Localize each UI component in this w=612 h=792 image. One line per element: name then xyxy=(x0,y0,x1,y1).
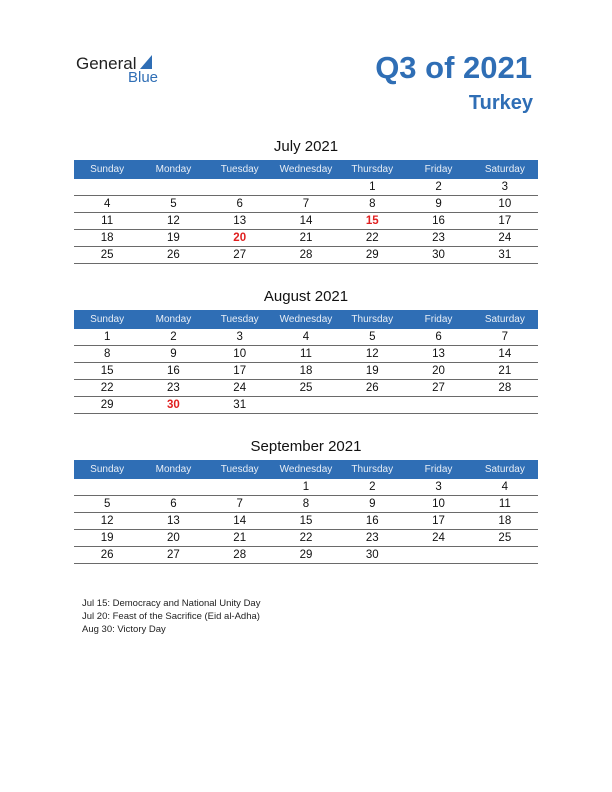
week-row xyxy=(74,230,538,247)
day-cell: 22 xyxy=(299,532,313,544)
week-row xyxy=(74,530,538,547)
day-cell: 19 xyxy=(365,365,379,377)
day-cell: 29 xyxy=(365,249,379,261)
day-cell: 10 xyxy=(432,498,445,510)
day-cell: 25 xyxy=(299,382,313,394)
weekday-label: Wednesday xyxy=(279,464,333,475)
day-cell: 9 xyxy=(369,498,376,510)
week-row xyxy=(74,513,538,530)
day-cell: 17 xyxy=(498,215,512,227)
day-cell: 27 xyxy=(432,382,445,394)
weekday-header xyxy=(74,310,538,329)
day-cell: 15 xyxy=(299,515,313,527)
weekday-header xyxy=(74,160,538,179)
day-cell: 11 xyxy=(101,215,114,227)
day-cell xyxy=(405,547,471,563)
day-cell: 30 xyxy=(365,549,379,561)
day-cell: 30 xyxy=(167,399,180,411)
day-cell: 27 xyxy=(233,249,247,261)
weekday-label: Friday xyxy=(424,464,453,475)
day-cell: 29 xyxy=(100,399,114,411)
day-cell: 8 xyxy=(369,198,376,210)
day-cell xyxy=(405,397,471,413)
day-cell: 16 xyxy=(432,215,445,227)
day-cell: 18 xyxy=(100,232,114,244)
month-title: July 2021 xyxy=(273,138,339,155)
holiday-note: Jul 15: Democracy and National Unity Day xyxy=(82,598,261,609)
day-cell: 11 xyxy=(498,498,511,510)
weekday-label: Friday xyxy=(424,314,453,325)
day-cell: 15 xyxy=(100,365,114,377)
day-cell: 10 xyxy=(233,348,247,360)
day-cell: 19 xyxy=(167,232,180,244)
day-cell: 5 xyxy=(369,331,376,343)
day-cell: 13 xyxy=(432,348,445,360)
day-cell: 29 xyxy=(299,549,313,561)
weekday-label: Sunday xyxy=(90,314,125,325)
week-row xyxy=(74,213,538,230)
weekday-label: Thursday xyxy=(351,314,394,325)
weekday-label: Sunday xyxy=(90,164,125,175)
month-calendar xyxy=(74,136,538,264)
day-cell: 20 xyxy=(233,232,247,244)
week-row xyxy=(74,380,538,397)
weekday-label: Saturday xyxy=(484,314,525,325)
day-cell xyxy=(140,179,206,195)
logo-triangle-icon xyxy=(140,55,152,69)
weekday-label: Tuesday xyxy=(220,464,259,475)
day-cell: 30 xyxy=(432,249,445,261)
day-cell: 1 xyxy=(369,181,376,193)
day-cell: 18 xyxy=(498,515,512,527)
weekday-label: Thursday xyxy=(351,164,394,175)
day-cell: 22 xyxy=(365,232,379,244)
day-cell: 4 xyxy=(103,198,111,210)
day-cell: 23 xyxy=(432,232,445,244)
day-cell: 28 xyxy=(498,382,512,394)
day-cell: 5 xyxy=(103,498,111,510)
day-cell: 4 xyxy=(302,331,310,343)
day-cell: 12 xyxy=(167,215,180,227)
day-cell: 24 xyxy=(233,382,247,394)
day-cell: 17 xyxy=(233,365,247,377)
day-cell: 9 xyxy=(170,348,177,360)
day-cell: 26 xyxy=(365,382,379,394)
weekday-label: Wednesday xyxy=(279,164,333,175)
day-cell: 13 xyxy=(167,515,180,527)
weekday-label: Monday xyxy=(155,464,192,475)
day-cell xyxy=(273,397,339,413)
day-cell xyxy=(74,479,140,495)
day-cell xyxy=(207,179,273,195)
day-cell: 26 xyxy=(167,249,180,261)
weekday-label: Monday xyxy=(155,314,192,325)
day-cell: 9 xyxy=(435,198,442,210)
day-cell: 21 xyxy=(498,365,512,377)
day-cell: 24 xyxy=(432,532,445,544)
day-cell: 14 xyxy=(233,515,247,527)
week-row xyxy=(74,346,538,363)
day-cell xyxy=(472,547,538,563)
day-cell: 26 xyxy=(100,549,114,561)
week-row xyxy=(74,363,538,380)
day-cell: 31 xyxy=(233,399,247,411)
day-cell: 22 xyxy=(100,382,114,394)
day-cell: 14 xyxy=(498,348,512,360)
day-cell: 15 xyxy=(365,215,379,227)
day-cell: 21 xyxy=(233,532,247,544)
weekday-label: Thursday xyxy=(351,464,394,475)
weekday-label: Saturday xyxy=(484,464,525,475)
weekday-label: Wednesday xyxy=(279,314,333,325)
day-cell: 6 xyxy=(236,198,243,210)
day-cell: 20 xyxy=(432,365,445,377)
week-row xyxy=(74,547,538,564)
day-cell: 2 xyxy=(170,331,177,343)
day-cell xyxy=(339,397,405,413)
country-name: Turkey xyxy=(468,92,533,114)
logo xyxy=(76,54,159,86)
day-cell xyxy=(472,397,538,413)
day-cell: 31 xyxy=(498,249,512,261)
day-cell: 7 xyxy=(501,331,509,343)
day-cell: 28 xyxy=(299,249,313,261)
day-cell: 13 xyxy=(233,215,247,227)
day-cell: 27 xyxy=(167,549,180,561)
day-cell: 23 xyxy=(167,382,180,394)
holiday-note: Jul 20: Feast of the Sacrifice (Eid al-Adha) xyxy=(82,611,260,622)
weekday-label: Monday xyxy=(155,164,192,175)
day-cell: 6 xyxy=(170,498,177,510)
week-row xyxy=(74,479,538,496)
day-cell: 28 xyxy=(233,549,247,561)
weekday-label: Tuesday xyxy=(220,314,259,325)
day-cell: 3 xyxy=(435,481,442,493)
day-cell: 4 xyxy=(501,481,509,493)
day-cell: 7 xyxy=(302,198,310,210)
day-cell: 19 xyxy=(100,532,114,544)
day-cell: 16 xyxy=(365,515,379,527)
week-row xyxy=(74,329,538,346)
day-cell xyxy=(207,479,273,495)
day-cell: 14 xyxy=(299,215,313,227)
day-cell: 25 xyxy=(498,532,512,544)
day-cell xyxy=(74,179,140,195)
day-cell xyxy=(140,479,206,495)
day-cell: 8 xyxy=(103,348,111,360)
day-cell: 2 xyxy=(435,181,442,193)
week-row xyxy=(74,496,538,513)
day-cell: 17 xyxy=(432,515,445,527)
day-cell: 11 xyxy=(300,348,312,360)
day-cell: 8 xyxy=(302,498,310,510)
month-title: August 2021 xyxy=(263,288,349,305)
day-cell: 7 xyxy=(236,498,243,510)
page-title: Q3 of 2021 xyxy=(375,50,532,85)
weekday-label: Tuesday xyxy=(220,164,259,175)
day-cell: 21 xyxy=(299,232,313,244)
day-cell: 12 xyxy=(365,348,379,360)
month-calendar xyxy=(74,286,538,414)
month-title: September 2021 xyxy=(250,438,362,455)
day-cell xyxy=(273,179,339,195)
week-row xyxy=(74,196,538,213)
day-cell: 1 xyxy=(103,331,111,343)
logo-general-text: General xyxy=(76,54,137,73)
day-cell: 10 xyxy=(498,198,512,210)
day-cell: 20 xyxy=(167,532,180,544)
day-cell: 18 xyxy=(299,365,313,377)
day-cell: 25 xyxy=(100,249,114,261)
weekday-header xyxy=(74,460,538,479)
day-cell: 3 xyxy=(236,331,243,343)
holiday-note: Aug 30: Victory Day xyxy=(82,624,166,635)
day-cell: 16 xyxy=(167,365,180,377)
week-row xyxy=(74,397,538,414)
week-row xyxy=(74,247,538,264)
logo-blue-text: Blue xyxy=(128,69,159,86)
day-cell: 2 xyxy=(369,481,376,493)
weekday-label: Friday xyxy=(424,164,453,175)
day-cell: 23 xyxy=(365,532,379,544)
month-calendar xyxy=(74,436,538,564)
week-row xyxy=(74,179,538,196)
day-cell: 1 xyxy=(302,481,310,493)
weekday-label: Saturday xyxy=(484,164,525,175)
day-cell: 3 xyxy=(501,181,509,193)
holiday-notes xyxy=(82,597,260,636)
weekday-label: Sunday xyxy=(90,464,125,475)
day-cell: 5 xyxy=(170,198,177,210)
day-cell: 6 xyxy=(435,331,442,343)
day-cell: 24 xyxy=(498,232,512,244)
day-cell: 12 xyxy=(100,515,114,527)
